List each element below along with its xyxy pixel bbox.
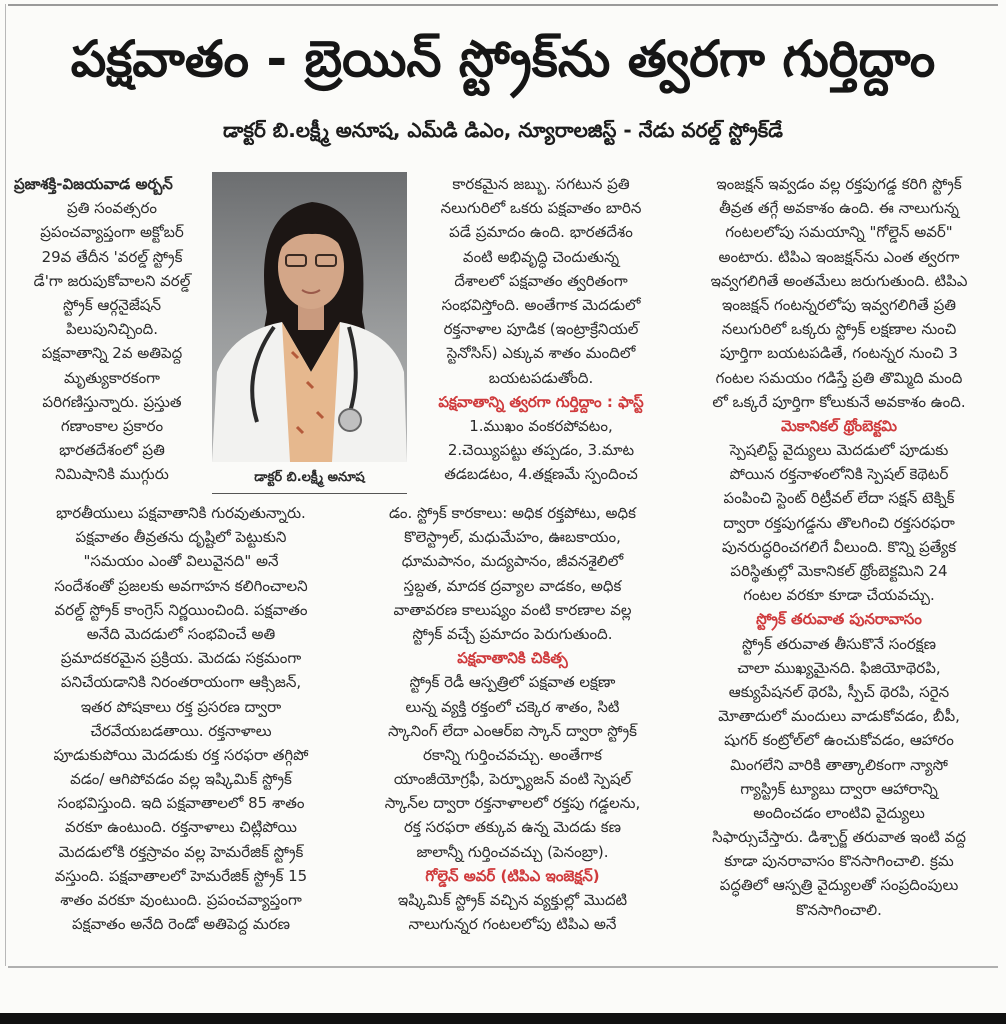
line-text: లో ఒక్కరే పూర్తిగా కోలుకునే అవకాశం ఉంది. — [712, 392, 966, 411]
text-line — [355, 574, 670, 598]
text-line — [14, 767, 348, 791]
text-line — [680, 801, 998, 825]
text-line — [14, 549, 348, 573]
line-text: పంపించి స్టెంట్ రిట్రీవల్ లేదా సక్షన్ టెక్నిక్ — [723, 489, 955, 508]
text-line — [14, 293, 210, 317]
text-line — [14, 864, 348, 888]
headline-text: పక్షవాతం - బ్రెయిన్ స్ట్రోక్‌ను త్వరగా గుర్తిద్దాం — [70, 30, 936, 88]
line-text: ఇష్కిమిక్ స్ట్రోక్ వచ్చిన వ్యక్తుల్లో మొదటి — [397, 891, 628, 909]
line-text: స్ట్రోక్ రెడీ ఆస్పత్రిలో పక్షవాత లక్షణా — [409, 673, 616, 692]
line-text: పక్షవాతాన్ని 2వ అతిపెద్ద — [41, 344, 183, 363]
text-line — [14, 317, 210, 341]
text-line — [680, 704, 998, 728]
line-text: 1.ముఖం వంకరపోవటం, — [469, 416, 613, 435]
text-line — [14, 414, 210, 438]
line-text: నిమిషానికి ముగ్గురు — [55, 465, 169, 484]
line-text: స్ట్రోక్ ఆర్గనైజేషన్ — [62, 295, 162, 314]
line-text: స్ట్రోక్ తరువాత తీసుకొనే సంరక్షణ — [742, 634, 936, 653]
line-text: బయటపడుతోంది. — [488, 368, 594, 387]
line-text: ద్వారా రక్తపుగడ్డను తొలగించి రక్తసరఫరా — [723, 513, 955, 532]
section-heading — [680, 414, 998, 438]
line-text: గంటల వరకూ కూడా చేయవచ్చు. — [743, 586, 935, 605]
line-text: కూడా పునరావాసం కొనసాగించాలి. క్రమ — [724, 852, 954, 871]
line-text: పడే ప్రమాదం ఉంది. భారతదేశం — [449, 223, 633, 242]
text-line — [412, 341, 670, 365]
text-line — [14, 840, 348, 864]
line-text: లున్న వ్యక్తి రక్తంలో చక్కెర శాతం, సిటి — [405, 697, 620, 716]
author-photo — [212, 172, 407, 462]
text-line — [355, 743, 670, 767]
text-line — [355, 815, 670, 839]
line-text: పిలుపునిచ్చింది. — [65, 320, 159, 339]
text-line — [355, 791, 670, 815]
text-line — [412, 317, 670, 341]
text-line — [412, 269, 670, 293]
text-line — [680, 293, 998, 317]
text-line — [680, 849, 998, 873]
section-heading — [412, 390, 670, 414]
text-line — [14, 574, 348, 598]
text-line — [680, 825, 998, 849]
line-text: ఇంజక్షన్ ఇవ్వడం వల్ల రక్తపుగడ్డ కరిగి స్ట్రోక్ — [716, 175, 962, 193]
line-text: వడం/ ఆగిపోవడం వల్ల ఇష్కిమిక్ స్ట్రోక్ — [70, 770, 292, 789]
line-text: రకాన్ని గుర్తించవచ్చు. అంతేగాక — [423, 745, 602, 764]
line-text: శాతం వరకూ వుంటుంది. ప్రపంచవ్యాప్తంగా — [60, 891, 302, 909]
text-line — [14, 196, 210, 220]
line-text: స్కాన్‌ల ద్వారా రక్తనాళాలలో రక్తపు గడ్డలను, — [384, 794, 641, 813]
text-line — [14, 220, 210, 244]
line-text: గంటలలోపు సమయాన్ని "గోల్డెన్ అవర్" — [725, 223, 953, 242]
text-line — [680, 728, 998, 752]
line-text: తీవ్రత తగ్గే అవకాశం ఉంది. ఈ నాలుగున్న — [719, 199, 959, 218]
line-text: ప్రమాదకరమైన ప్రక్రియ. మెదడు సక్రమంగా — [60, 649, 302, 668]
text-line — [14, 791, 348, 815]
line-text: యాంజీయోగ్రఫీ, పెర్ఫ్యూజన్ వంటి స్పెషల్ — [393, 770, 632, 789]
line-text: భారతీయులు పక్షవాతానికి గురవుతున్నారు. — [56, 504, 306, 522]
photo-caption: డాక్టర్ బి.లక్ష్మీ అనూష — [254, 470, 365, 485]
line-text: పోయిన రక్తనాళంలోనికి స్పెషల్ కెథెటర్ — [729, 465, 949, 484]
text-line — [412, 366, 670, 390]
text-line — [680, 390, 998, 414]
column-1-bottom — [14, 501, 348, 936]
text-line — [355, 598, 670, 622]
line-text: ఇంజక్షన్ గంటన్నరలోపు ఇవ్వగలిగితే ప్రతి — [721, 295, 957, 314]
text-line — [355, 695, 670, 719]
line-text: 2.చెయ్యిపట్టు తప్పడం, 3.మాట — [447, 441, 635, 460]
column-1-top — [14, 172, 210, 486]
text-line — [680, 680, 998, 704]
line-text: అంటారు. టిపిఎ ఇంజక్షన్‌ను ఎంత త్వరగా — [718, 247, 960, 266]
line-text: మెకానికల్ థ్రోంబెక్టమి — [780, 416, 898, 435]
text-line — [355, 719, 670, 743]
line-text: పునరుద్ధరించగలిగే వీలుంది. కొన్ని ప్రత్యేక — [721, 537, 957, 556]
line-text: పూడుకుపోయి మెదడుకు రక్త సరఫరా తగ్గిపో — [53, 745, 309, 764]
text-line — [680, 898, 998, 922]
line-text: వస్తుంది. పక్షవాతాలలో హెమరేజిక్ స్ట్రోక్ 15 — [54, 866, 308, 885]
line-text: రక్త సరఫరా తక్కువ ఉన్న మెదడు కణ — [403, 818, 621, 837]
text-line — [680, 245, 998, 269]
text-line — [680, 462, 998, 486]
text-line — [14, 501, 348, 525]
dateline — [14, 172, 210, 196]
text-line — [355, 525, 670, 549]
line-text: గోల్డెన్ అవర్ (టిపిఎ ఇంజెక్షన్) — [425, 866, 600, 885]
text-line — [680, 220, 998, 244]
line-text: పక్షవాతం అనేది రెండో అతిపెద్ద మరణ — [71, 915, 291, 934]
text-line — [355, 549, 670, 573]
line-text: సంభవిస్తోంది. అంతేగాక మెదడులో — [441, 295, 641, 314]
line-text: స్టెనోసిస్) ఎక్కువ శాతం మందిలో — [446, 344, 636, 363]
line-text: గణాంకాల ప్రకారం — [60, 416, 164, 435]
text-line — [14, 341, 210, 365]
section-heading — [355, 646, 670, 670]
byline — [0, 112, 1006, 148]
text-line — [14, 888, 348, 912]
column-2-bottom — [355, 501, 670, 936]
text-line — [14, 622, 348, 646]
line-text: వరల్డ్ స్ట్రోక్ కాంగ్రెస్ నిర్ణయించింది. పక్షవాతం — [54, 600, 308, 619]
text-line — [14, 695, 348, 719]
line-text: జాలాన్నీ గుర్తించవచ్చు (పెనంబ్రా). — [416, 842, 609, 861]
line-text: అందించడం లాంటివి వైద్యులు — [753, 803, 925, 822]
text-line — [412, 245, 670, 269]
line-text: పూర్తిగా బయటపడితే, గంటన్నర నుంచి 3 — [720, 344, 958, 363]
line-text: మింగలేని వారికి తాత్కాలికంగా న్యాసో — [730, 755, 948, 774]
line-text: చాలా ముఖ్యమైనది. ఫిజియోథెరపి, — [737, 658, 941, 677]
text-line — [14, 815, 348, 839]
line-text: దేశాలలో పక్షవాతం త్వరితంగా — [454, 271, 628, 290]
line-text: పరిస్థితుల్లో మెకానికల్ థ్రోంబెక్టమిని 24 — [730, 562, 948, 580]
text-line — [14, 912, 348, 936]
line-text: ప్రపంచవ్యాప్తంగా అక్టోబర్ — [40, 223, 184, 242]
line-text: స్తబ్దత, మాదక ద్రవ్యాల వాడకం, అధిక — [403, 576, 622, 595]
line-text: ఇతర పోషకాలు రక్త ప్రసరణ ద్వారా — [80, 697, 282, 716]
line-text: రక్తనాళాల పూడిక (ఇంట్రాక్రేనియల్ — [443, 320, 639, 339]
line-text: భారతదేశంలో ప్రతి — [59, 441, 165, 460]
text-line — [355, 622, 670, 646]
line-text: ప్రతి సంవత్సరం — [67, 199, 157, 218]
text-line — [680, 486, 998, 510]
column-3 — [680, 172, 998, 922]
text-line — [680, 583, 998, 607]
text-line — [680, 341, 998, 365]
text-line — [680, 559, 998, 583]
line-text: పనిచేయడానికి నిరంతరాయంగా ఆక్సిజన్, — [60, 673, 302, 692]
text-line — [680, 753, 998, 777]
line-text: 29వ తేదీన 'వరల్డ్ స్ట్రోక్ — [41, 247, 183, 266]
text-line — [14, 462, 210, 486]
line-text: ఆక్యుపేషనల్ థెరపి, స్పీచ్ థెరపి, సరైన — [728, 682, 950, 701]
line-text: ధూమపానం, మద్యపానం, జీవనశైలిలో — [401, 552, 624, 571]
left-rule — [5, 4, 6, 966]
byline-text: డాక్టర్ బి.లక్ష్మీ అనూష, ఎమ్‌డి డిఎం, న్యూరాలజిస్ట్ - నేడు వరల్డ్ స్ట్రోక్‌డే — [223, 118, 783, 142]
column-2-top — [412, 172, 670, 486]
text-line — [680, 438, 998, 462]
line-text: నలుగురిలో ఒకరు పక్షవాతం బారిన — [440, 199, 642, 218]
text-line — [14, 438, 210, 462]
line-text: సంభవిస్తుంది. ఇది పక్షవాతాలలో 85 శాతం — [57, 794, 305, 813]
line-text: డం. స్ట్రోక్ కారకాలు: అధిక రక్తపోటు, అధిక — [389, 504, 636, 522]
text-line — [412, 414, 670, 438]
line-text: పక్షవాతం తీవ్రతను దృష్టిలో పెట్టుకుని — [75, 528, 287, 547]
text-line — [355, 888, 670, 912]
line-text: వంటి అభివృద్ధి చెందుతున్న — [462, 247, 620, 266]
line-text: కొలెస్ట్రాల్, మధుమేహం, ఊబకాయం, — [404, 528, 621, 547]
line-text: పక్షవాతాన్ని త్వరగా గుర్తిద్దాం : ఫాస్ట్ — [438, 392, 644, 411]
caption-rule — [212, 493, 407, 494]
text-line — [680, 317, 998, 341]
line-text: వరకూ ఉంటుంది. రక్తనాళాలు చిట్లిపోయి — [65, 818, 297, 837]
line-text: "సమయం ఎంతో విలువైనది" అనే — [83, 552, 279, 571]
line-text: పక్షవాతానికి చికిత్స — [457, 649, 568, 668]
line-text: ప్రజాశక్తి-విజయవాడ అర్బన్ — [14, 175, 173, 193]
text-line — [680, 535, 998, 559]
line-text: పరిగణిస్తున్నారు. ప్రస్తుత — [42, 392, 182, 411]
doctor-portrait-image — [212, 172, 407, 462]
line-text: ఇవ్వగలిగితే అంతమేలు జరుగుతుంది. టిపిఎ — [710, 271, 968, 290]
text-line — [680, 196, 998, 220]
text-line — [680, 656, 998, 680]
text-line — [355, 767, 670, 791]
line-text: అనేది మెదడులో సంభవించే అతి — [86, 624, 276, 643]
section-heading — [680, 607, 998, 631]
text-line — [14, 719, 348, 743]
line-text: వాతావరణ కాలుష్యం వంటి కారణాల వల్ల — [393, 600, 632, 619]
line-text: కారకమైన జబ్బు. సగటున ప్రతి — [452, 175, 630, 193]
line-text: షుగర్ కంట్రోల్‌లో ఉంచుకోవడం, ఆహారం — [724, 731, 954, 750]
text-line — [412, 293, 670, 317]
text-line — [355, 912, 670, 936]
text-line — [412, 196, 670, 220]
line-text: సందేశంతో ప్రజలకు అవగాహన కలిగించాలని — [54, 576, 308, 595]
text-line — [412, 462, 670, 486]
text-line — [355, 670, 670, 694]
line-text: నాలుగున్నర గంటలలోపు టిపిఎ అనే — [408, 915, 617, 934]
text-line — [680, 777, 998, 801]
bottom-bar — [0, 1013, 1006, 1024]
text-line — [14, 366, 210, 390]
line-text: సిఫార్సుచేస్తారు. డిశ్చార్జ్ తరువాత ఇంటి వద్ద — [712, 828, 966, 847]
text-line — [680, 269, 998, 293]
text-line — [412, 438, 670, 462]
line-text: స్పెషలిస్ట్ వైద్యులు మెదడులో పూడుకు — [729, 441, 949, 460]
line-text: నలుగురిలో ఒక్కరు స్ట్రోక్ లక్షణాల నుంచి — [721, 320, 957, 339]
line-text: చేరవేయబడతాయి. రక్తనాళాలు — [90, 721, 272, 740]
headline — [0, 14, 1006, 104]
line-text: మెదడులోకి రక్తస్రావం వల్ల హెమరేజిక్ స్ట్రోక్ — [58, 842, 304, 861]
line-text: డే'గా జరుపుకోవాలని వరల్డ్ — [33, 271, 191, 290]
text-line — [680, 873, 998, 897]
text-line — [680, 511, 998, 535]
line-text: తడబడటం, 4.తక్షణమే స్పందించ — [444, 465, 638, 484]
line-text: స్ట్రోక్ తరువాత పునరావాసం — [756, 610, 922, 629]
text-line — [14, 245, 210, 269]
text-line — [14, 390, 210, 414]
text-line — [355, 501, 670, 525]
text-line — [412, 172, 670, 196]
text-line — [412, 220, 670, 244]
text-line — [14, 646, 348, 670]
text-line — [680, 172, 998, 196]
text-line — [14, 525, 348, 549]
line-text: పద్ధతిలో ఆస్పత్రి వైద్యులతో సంప్రదింపులు — [719, 876, 959, 895]
text-line — [355, 840, 670, 864]
section-heading — [355, 864, 670, 888]
line-text: మృత్యుకారకంగా — [63, 368, 160, 387]
text-line — [14, 269, 210, 293]
line-text: గంటల సమయం గడిస్తే ప్రతి తొమ్మిది మంది — [715, 368, 963, 387]
text-line — [14, 743, 348, 767]
text-line — [680, 632, 998, 656]
bottom-rule — [8, 966, 998, 968]
text-line — [680, 366, 998, 390]
line-text: స్ట్రోక్ వచ్చే ప్రమాదం పెరుగుతుంది. — [412, 624, 613, 643]
text-line — [14, 598, 348, 622]
line-text: కొనసాగించాలి. — [796, 900, 882, 919]
line-text: మోతాదులో మందులు వాడుకోవడం, బీపీ, — [718, 707, 960, 726]
line-text: గ్యాస్ట్రిక్ ట్యూబు ద్వారా ఆహారాన్ని — [740, 779, 938, 798]
line-text: స్కానింగ్ లేదా ఎంఆర్ఐ స్కాన్ ద్వారా స్ట్రోక్ — [388, 721, 637, 740]
top-rule — [8, 4, 998, 6]
text-line — [14, 670, 348, 694]
